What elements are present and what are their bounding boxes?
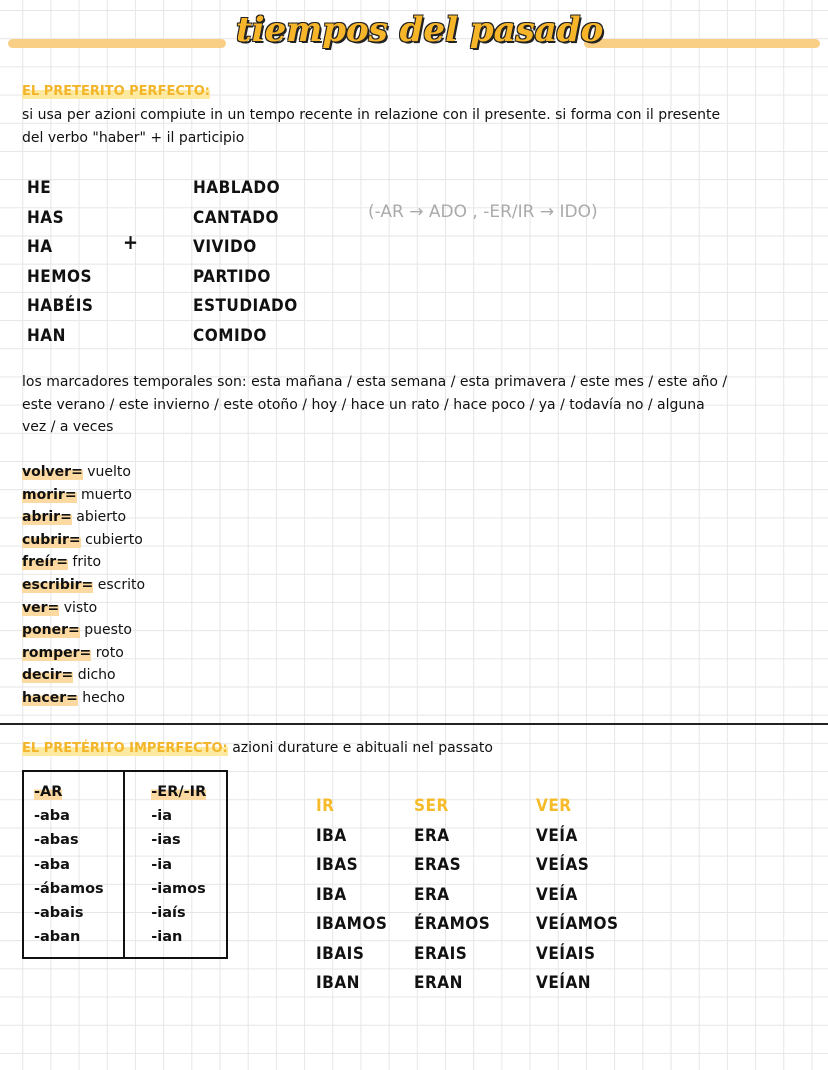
perfecto-description [22, 104, 720, 149]
irregular-verb-column-ver [536, 796, 619, 1003]
infinitive: escribir= [22, 576, 94, 593]
verb-form: ERAIS [414, 943, 468, 964]
imperfecto-heading: EL PRETÉRITO IMPERFECTO: [22, 741, 228, 756]
participle: ESTUDIADO [193, 296, 298, 316]
ar-column [23, 771, 124, 958]
infinitive: cubrir= [22, 531, 81, 548]
erir-header: -ER/-IR [151, 784, 207, 800]
ending-rule-note: (-AR → ADO , -ER/IR → IDO) [368, 202, 598, 222]
imperfecto-heading-line [22, 737, 493, 761]
verb-form: ÉRAMOS [414, 914, 491, 934]
verb-header: SER [414, 796, 449, 816]
participle: frito [67, 554, 102, 571]
verb-form: IBAS [316, 855, 359, 875]
description-line: del verbo "haber" + il participio [22, 129, 245, 146]
verb-form: IBAMOS [316, 914, 388, 934]
ending: -ábamos [34, 880, 104, 897]
title-decor-left [8, 39, 226, 48]
verb-form: VEÍA [536, 884, 578, 905]
participle: puesto [79, 622, 132, 639]
ending: -ian [151, 929, 183, 946]
ending: -iaís [151, 905, 186, 922]
haber-form: HAS [27, 207, 65, 228]
irregular-item [22, 461, 145, 484]
haber-form: HABÉIS [27, 296, 94, 316]
haber-form: HEMOS [27, 266, 92, 287]
irregular-item [22, 687, 145, 710]
title-decor-right [584, 39, 820, 48]
ending: -aban [34, 929, 81, 946]
ending: -abais [34, 905, 84, 922]
verb-form: IBAIS [316, 943, 365, 964]
participle: visto [59, 599, 98, 616]
participle: HABLADO [193, 178, 281, 198]
ar-header: -AR [34, 784, 63, 800]
plus-sign: + [123, 230, 139, 254]
verb-form: VEÍAN [536, 973, 592, 993]
imperfecto-description: azioni durature e abituali nel passato [227, 740, 493, 756]
participle: abierto [71, 509, 127, 526]
irregular-participles-list [22, 461, 145, 710]
infinitive: freír= [22, 554, 68, 571]
verb-form: ERA [414, 825, 450, 846]
perfecto-heading: EL PRETERITO PERFECTO: [22, 84, 210, 99]
ending: -aba [34, 808, 70, 825]
ending: -ia [151, 808, 173, 825]
participle: PARTIDO [193, 266, 271, 287]
haber-form: HAN [27, 325, 66, 346]
verb-form: ERA [414, 884, 450, 905]
infinitive: hacer= [22, 689, 78, 706]
irregular-item [22, 597, 145, 620]
infinitive: romper= [22, 644, 92, 661]
ending: -ia [151, 856, 173, 873]
section-divider [0, 723, 828, 725]
irregular-item [22, 664, 145, 687]
infinitive: decir= [22, 667, 74, 684]
infinitive: volver= [22, 464, 83, 480]
infinitive: morir= [22, 486, 77, 503]
participle: dicho [73, 667, 116, 684]
verb-form: IBA [316, 884, 347, 905]
participle: roto [91, 644, 124, 661]
participle: CANTADO [193, 207, 280, 228]
erir-column [124, 771, 227, 958]
irregular-item [22, 484, 145, 507]
participle-list [193, 174, 298, 351]
ending: -iamos [151, 880, 206, 897]
markers-paragraph [22, 371, 727, 439]
irregular-item [22, 529, 145, 552]
verb-header: VER [536, 796, 572, 816]
markers-line: los marcadores temporales son: esta mañana / esta semana / esta primavera / este mes / este año / [22, 374, 728, 390]
participle: hecho [77, 689, 125, 706]
page-title: tiempos del pasado [236, 10, 604, 50]
ending: -ias [151, 832, 181, 849]
participle: escrito [93, 576, 146, 593]
infinitive: poner= [22, 622, 80, 639]
participle: COMIDO [193, 325, 267, 346]
regular-endings-table [22, 770, 228, 959]
verb-header: IR [316, 796, 335, 816]
ending: -aba [34, 856, 70, 873]
ending: -abas [34, 832, 79, 849]
irregular-item [22, 619, 145, 642]
participle: VIVIDO [193, 237, 257, 257]
infinitive: ver= [22, 599, 60, 616]
markers-line: este verano / este invierno / este otoño / hoy / hace un rato / hace poco / ya / todavía no / alguna [22, 396, 705, 413]
haber-form: HE [27, 178, 52, 198]
participle: cubierto [80, 531, 143, 548]
irregular-verb-column-ir [316, 796, 387, 1003]
verb-form: ERAS [414, 855, 462, 875]
irregular-verb-column-ser [414, 796, 490, 1003]
verb-form: IBA [316, 825, 347, 846]
description-line: si usa per azioni compiute in un tempo recente in relazione con il presente. si forma con il presente [22, 107, 721, 123]
irregular-item [22, 574, 145, 597]
participle: vuelto [82, 464, 131, 480]
verb-form: VEÍAIS [536, 943, 596, 964]
irregular-item [22, 506, 145, 529]
haber-form: HA [27, 237, 53, 257]
verb-form: VEÍAMOS [536, 914, 619, 934]
verb-form: VEÍAS [536, 855, 590, 875]
verb-form: IBAN [316, 973, 360, 993]
participle: muerto [76, 486, 132, 503]
haber-list [27, 174, 93, 351]
irregular-item [22, 642, 145, 665]
verb-form: ERAN [414, 973, 463, 993]
irregular-item [22, 551, 145, 574]
infinitive: abrir= [22, 509, 72, 526]
verb-form: VEÍA [536, 825, 578, 846]
markers-line: vez / a veces [22, 419, 114, 435]
